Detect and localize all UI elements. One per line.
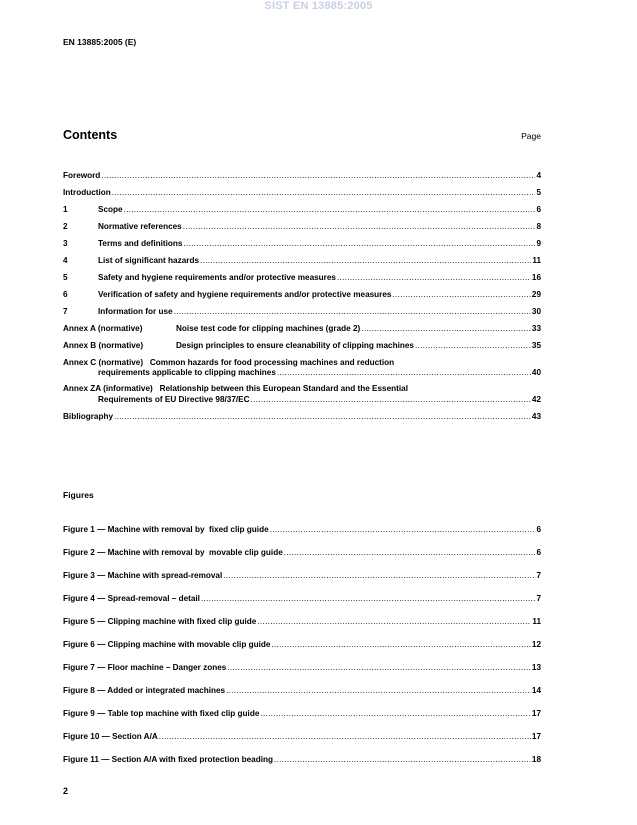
toc-entry-text: Information for use bbox=[98, 306, 173, 316]
toc-entry-text: Introduction bbox=[63, 187, 111, 197]
toc-entry-page: 42 bbox=[531, 394, 541, 404]
toc-entry-page: 35 bbox=[531, 340, 541, 350]
figure-entry-11[interactable] bbox=[63, 742, 541, 765]
figure-entry-page: 6 bbox=[536, 548, 541, 557]
toc-entry-page: 8 bbox=[536, 221, 541, 231]
toc-entry-page: 16 bbox=[531, 272, 541, 282]
toc-entry-page: 29 bbox=[531, 289, 541, 299]
toc-entry-number: 4 bbox=[63, 255, 68, 265]
figure-entry-8[interactable] bbox=[63, 673, 541, 696]
figure-entry-page: 13 bbox=[531, 663, 541, 672]
figure-entry-5[interactable] bbox=[63, 604, 541, 627]
toc-entry-text: Foreword bbox=[63, 170, 101, 180]
toc-entry-text: Bibliography bbox=[63, 411, 114, 421]
figure-entry-text: Figure 3 — Machine with spread-removal bbox=[63, 571, 223, 580]
figure-entry-page: 6 bbox=[536, 525, 541, 534]
toc-entry-number: 6 bbox=[63, 289, 68, 299]
toc-entry-page: 33 bbox=[531, 323, 541, 333]
toc-entry-text: Noise test code for clipping machines (grade 2) bbox=[176, 323, 361, 333]
toc-entry-verification[interactable] bbox=[63, 283, 541, 300]
toc-entry-annex-b[interactable] bbox=[63, 334, 541, 351]
figures-heading: Figures bbox=[63, 490, 94, 500]
toc-entry-text: Annex ZA (informative) Relationship between this European Standard and the Essential bbox=[63, 384, 408, 394]
toc-entry-text: Annex C (normative) Common hazards for food processing machines and reduction bbox=[63, 358, 395, 367]
figure-entry-text: Figure 4 — Spread-removal – detail bbox=[63, 594, 200, 603]
toc-entry-terms-definitions[interactable] bbox=[63, 232, 541, 249]
figure-entry-10[interactable] bbox=[63, 719, 541, 742]
figure-entry-page: 11 bbox=[532, 617, 541, 626]
toc-entry-page: 43 bbox=[531, 411, 541, 421]
figure-entry-page: 17 bbox=[531, 709, 541, 718]
figure-entry-text: Figure 9 — Table top machine with fixed clip guide bbox=[63, 709, 260, 718]
figure-entry-text: Figure 10 — Section A/A bbox=[63, 732, 158, 741]
toc-entry-page: 9 bbox=[536, 238, 541, 248]
toc-entry-text: Verification of safety and hygiene requirements and/or protective measures bbox=[98, 289, 392, 299]
toc-entry-annex-za[interactable] bbox=[63, 384, 541, 404]
figure-entry-4[interactable] bbox=[63, 581, 541, 604]
figure-entry-text: Figure 8 — Added or integrated machines bbox=[63, 686, 226, 695]
toc-entry-introduction[interactable] bbox=[63, 181, 541, 198]
toc-entry-page: 6 bbox=[536, 204, 541, 214]
toc-entry-text: Safety and hygiene requirements and/or protective measures bbox=[98, 272, 336, 282]
figure-entry-2[interactable] bbox=[63, 535, 541, 558]
table-of-contents bbox=[63, 164, 541, 422]
toc-entry-text: Design principles to ensure cleanability of clipping machines bbox=[176, 340, 414, 350]
toc-entry-bibliography[interactable] bbox=[63, 405, 541, 422]
document-id: EN 13885:2005 (E) bbox=[63, 37, 137, 47]
annex-label: Annex A (normative) bbox=[63, 323, 143, 333]
toc-entry-annex-c[interactable] bbox=[63, 358, 541, 378]
toc-entry-foreword[interactable] bbox=[63, 164, 541, 181]
toc-entry-information-for-use[interactable] bbox=[63, 300, 541, 317]
toc-entry-text: List of significant hazards bbox=[98, 255, 199, 265]
toc-entry-scope[interactable] bbox=[63, 198, 541, 215]
toc-entry-hazards[interactable] bbox=[63, 249, 541, 266]
toc-entry-normative-references[interactable] bbox=[63, 215, 541, 232]
toc-entry-page: 5 bbox=[536, 187, 541, 197]
toc-entry-page: 4 bbox=[536, 170, 541, 180]
toc-entry-number: 7 bbox=[63, 306, 68, 316]
toc-entry-page: 30 bbox=[531, 306, 541, 316]
figure-entry-7[interactable] bbox=[63, 650, 541, 673]
figure-entry-page: 17 bbox=[531, 732, 541, 741]
figure-entry-text: Figure 11 — Section A/A with fixed protection beading bbox=[63, 755, 274, 764]
toc-entry-page: 40 bbox=[531, 368, 541, 378]
figure-entry-page: 12 bbox=[531, 640, 541, 649]
figure-entry-text: Figure 2 — Machine with removal by movable clip guide bbox=[63, 548, 283, 557]
toc-entry-text-continued: requirements applicable to clipping machines bbox=[98, 368, 276, 378]
toc-entry-text: Terms and definitions bbox=[98, 238, 183, 248]
figure-entry-text: Figure 6 — Clipping machine with movable clip guide bbox=[63, 640, 271, 649]
figure-entry-1[interactable] bbox=[63, 512, 541, 535]
page-column-label: Page bbox=[521, 131, 541, 141]
figure-entry-page: 18 bbox=[531, 755, 541, 764]
figure-entry-text: Figure 5 — Clipping machine with fixed clip guide bbox=[63, 617, 257, 626]
toc-entry-safety-requirements[interactable] bbox=[63, 266, 541, 283]
toc-entry-number: 3 bbox=[63, 238, 68, 248]
page-number: 2 bbox=[63, 786, 69, 796]
figure-entry-page: 14 bbox=[531, 686, 541, 695]
figure-entry-page: 7 bbox=[536, 594, 541, 603]
figure-entry-3[interactable] bbox=[63, 558, 541, 581]
annex-label: Annex B (normative) bbox=[63, 340, 144, 350]
figure-entry-9[interactable] bbox=[63, 696, 541, 719]
toc-entry-text: Scope bbox=[98, 204, 123, 214]
toc-entry-number: 5 bbox=[63, 272, 68, 282]
list-of-figures bbox=[63, 512, 541, 765]
toc-entry-number: 1 bbox=[63, 204, 68, 214]
toc-entry-page: 11 bbox=[532, 255, 541, 265]
figure-entry-page: 7 bbox=[536, 571, 541, 580]
toc-entry-text: Normative references bbox=[98, 221, 182, 231]
contents-heading: Contents bbox=[63, 128, 118, 142]
toc-entry-annex-a[interactable] bbox=[63, 317, 541, 334]
toc-entry-number: 2 bbox=[63, 221, 68, 231]
figure-entry-6[interactable] bbox=[63, 627, 541, 650]
toc-entry-text-continued: Requirements of EU Directive 98/37/EC bbox=[98, 394, 250, 404]
watermark: SIST EN 13885:2005 bbox=[264, 0, 373, 12]
figure-entry-text: Figure 1 — Machine with removal by fixed clip guide bbox=[63, 525, 269, 534]
figure-entry-text: Figure 7 — Floor machine – Danger zones bbox=[63, 663, 227, 672]
